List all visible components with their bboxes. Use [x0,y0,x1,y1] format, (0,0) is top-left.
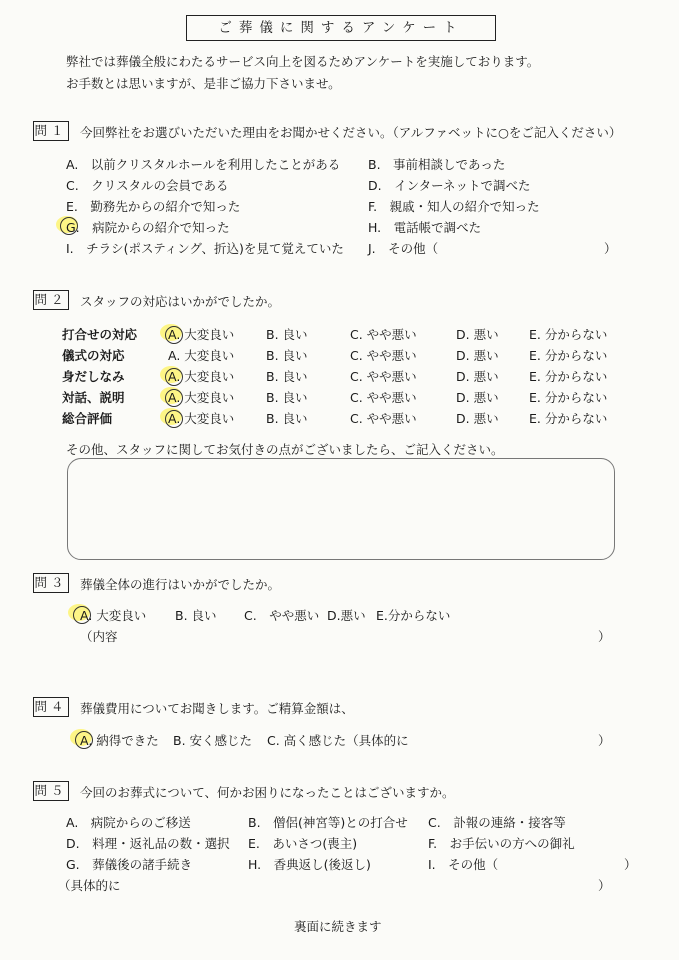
q5-question: 今回のお葬式について、何かお困りになったことはございますか。 [80,785,455,800]
q1-option-h[interactable]: H. 電話帳で調べた [368,220,482,235]
q3-option-e[interactable]: E.分からない [376,608,451,623]
q4-detail-close: ） [598,733,611,748]
q2-choice[interactable]: A. 大変良い [168,411,235,426]
q2-choice[interactable]: A. 大変良い [168,390,235,405]
q1-option-c[interactable]: C. クリスタルの会員である [66,178,229,193]
q2-choice[interactable]: B. 良い [266,390,308,405]
continued-note: 裏面に続きます [294,919,382,934]
q2-choice[interactable]: D. 悪い [456,390,499,405]
q2-number: 問２ [33,290,69,310]
q1-number: 問１ [33,121,69,141]
q3-option-d[interactable]: D.悪い [327,608,366,623]
q2-choice[interactable]: A. 大変良い [168,327,235,342]
q2-choice[interactable]: B. 良い [266,348,308,363]
q4-option-a[interactable]: A. 納得できた [80,733,159,748]
q5-option-c[interactable]: C. 訃報の連絡・接客等 [428,815,566,830]
q5-option-i[interactable]: I. その他（ [428,857,499,872]
intro-line-2: お手数とは思いますが、是非ご協力下さいませ。 [66,76,341,91]
q5-option-b[interactable]: B. 僧侶(神宮等)との打合せ [248,815,408,830]
q1-option-a[interactable]: A. 以前クリスタルホールを利用したことがある [66,157,341,172]
q2-choice[interactable]: D. 悪い [456,327,499,342]
q1-option-f[interactable]: F. 親戚・知人の紹介で知った [368,199,540,214]
q2-choice[interactable]: E. 分からない [529,369,608,384]
q5-option-d[interactable]: D. 料理・返礼品の数・選択 [66,836,230,851]
q2-row-label: 総合評価 [62,411,113,426]
q2-choice[interactable]: E. 分からない [529,390,608,405]
q2-row-label: 打合せの対応 [62,327,138,342]
survey-title: ご葬儀に関するアンケート [186,15,496,41]
q5-option-i-close: ） [624,857,637,872]
q4-question: 葬儀費用についてお聞きします。ご精算金額は、 [80,701,354,716]
q5-detail-close: ） [598,878,611,893]
q2-choice[interactable]: D. 悪い [456,369,499,384]
q1-option-e[interactable]: E. 勤務先からの紹介で知った [66,199,241,214]
q3-number: 問３ [33,573,69,593]
q2-choice[interactable]: A. 大変良い [168,369,235,384]
q3-option-a[interactable]: A. 大変良い [80,608,147,623]
q2-choice[interactable]: B. 良い [266,327,308,342]
q2-choice[interactable]: B. 良い [266,369,308,384]
q1-option-j-close: ） [604,241,617,256]
q2-choice[interactable]: C. やや悪い [350,390,417,405]
intro-line-1: 弊社では葬儀全般にわたるサービス向上を図るためアンケートを実施しております。 [66,54,540,69]
q2-choice[interactable]: C. やや悪い [350,348,417,363]
q2-choice[interactable]: C. やや悪い [350,327,417,342]
staff-comment-box[interactable] [67,458,615,560]
q2-other-prompt: その他、スタッフに関してお気付きの点がございましたら、ご記入ください。 [66,442,504,457]
q2-choice[interactable]: C. やや悪い [350,369,417,384]
q4-number: 問４ [33,697,69,717]
q3-detail-close: ） [598,629,611,644]
q1-option-b[interactable]: B. 事前相談しであった [368,157,506,172]
q5-option-f[interactable]: F. お手伝いの方への御礼 [428,836,575,851]
q2-choice[interactable]: B. 良い [266,411,308,426]
q2-choice[interactable]: A. 大変良い [168,348,235,363]
q3-question: 葬儀全体の進行はいかがでしたか。 [80,577,281,592]
q5-option-g[interactable]: G. 葬儀後の諸手続き [66,857,193,872]
q5-number: 問５ [33,781,69,801]
q2-choice[interactable]: D. 悪い [456,411,499,426]
q2-choice[interactable]: E. 分からない [529,327,608,342]
q2-choice[interactable]: C. やや悪い [350,411,417,426]
q1-option-j[interactable]: J. その他（ [368,241,439,256]
q2-row-label: 対話、説明 [62,390,125,405]
q1-question: 今回弊社をお選びいただいた理由をお聞かせください。（アルファベットに○をご記入ください） [80,125,622,140]
q2-choice[interactable]: E. 分からない [529,348,608,363]
q2-choice[interactable]: D. 悪い [456,348,499,363]
q1-option-g[interactable]: G. 病院からの紹介で知った [66,220,230,235]
q4-option-b[interactable]: B. 安く感じた [173,733,253,748]
q5-option-e[interactable]: E. あいさつ(喪主) [248,836,358,851]
q3-option-c[interactable]: C. やや悪い [244,608,320,623]
q5-option-h[interactable]: H. 香典返し(後返し) [248,857,371,872]
q5-option-a[interactable]: A. 病院からのご移送 [66,815,191,830]
q2-row-label: 身だしなみ [62,369,125,384]
q2-choice[interactable]: E. 分からない [529,411,608,426]
q3-detail-open[interactable]: （内容 [80,629,118,644]
q4-option-c[interactable]: C. 高く感じた（具体的に [267,733,409,748]
q2-row-label: 儀式の対応 [62,348,125,363]
q1-option-i[interactable]: I. チラシ(ポスティング、折込)を見て覚えていた [66,241,344,256]
q1-option-d[interactable]: D. インターネットで調べた [368,178,531,193]
q3-option-b[interactable]: B. 良い [175,608,217,623]
q2-question: スタッフの対応はいかがでしたか。 [80,294,281,309]
q5-detail-open[interactable]: （具体的に [58,878,121,893]
